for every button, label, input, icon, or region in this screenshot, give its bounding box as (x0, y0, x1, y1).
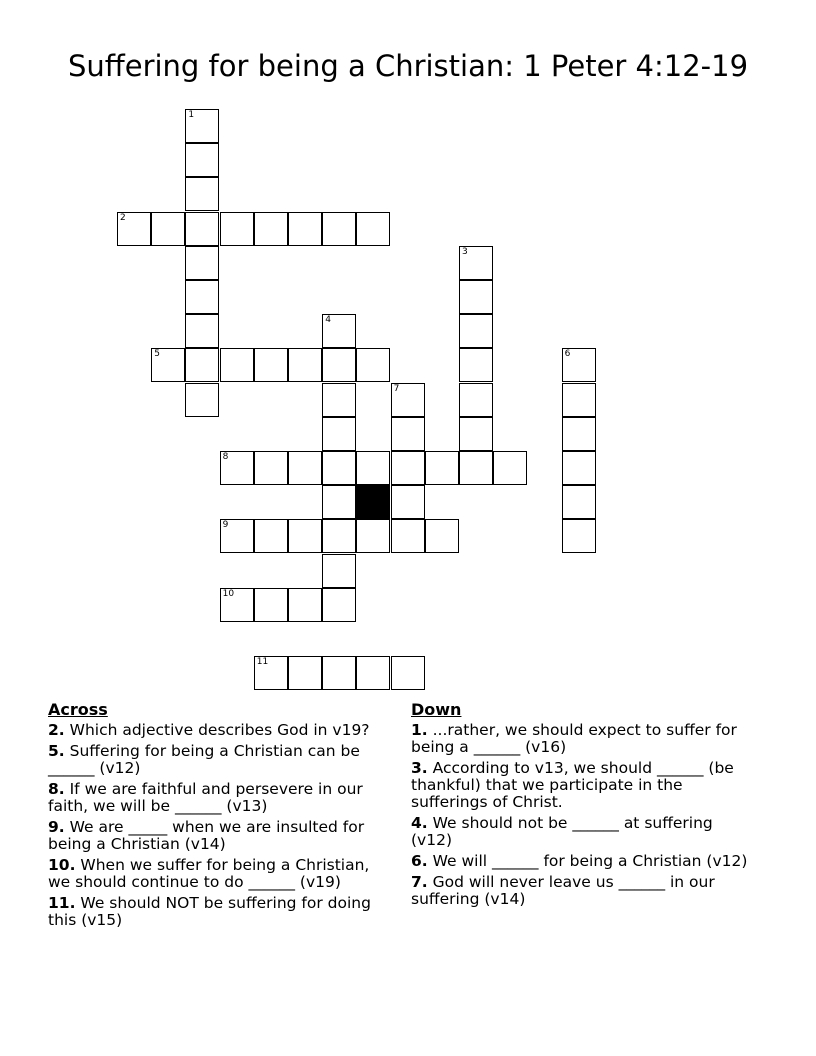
grid-cell[interactable] (391, 656, 425, 690)
clue-number: 3 (462, 246, 468, 257)
clue-item-text: We are _____ when we are insulted for being a Christian (v14) (48, 818, 365, 853)
clue-item-number: 1. (411, 721, 428, 739)
grid-cell[interactable] (425, 451, 459, 485)
clue-number: 9 (222, 520, 229, 531)
grid-cell[interactable] (185, 212, 219, 246)
grid-cell[interactable] (562, 485, 596, 519)
across-heading: Across (48, 700, 108, 719)
grid-cell[interactable] (322, 451, 356, 485)
clue-item-number: 2. (48, 721, 65, 739)
grid-cell[interactable] (288, 588, 322, 622)
clue-item-text: ...rather, we should expect to suffer for being a ______ (v16) (411, 721, 737, 756)
grid-cell[interactable] (288, 348, 322, 382)
grid-cell[interactable] (322, 554, 356, 588)
grid-cell[interactable] (562, 451, 596, 485)
clue-number: 11 (256, 657, 269, 668)
clue-item-number: 11. (48, 894, 76, 912)
grid-cell[interactable] (459, 246, 493, 280)
clue-item-number: 4. (411, 814, 428, 832)
grid-cell[interactable] (425, 519, 459, 553)
grid-cell[interactable] (288, 519, 322, 553)
clue-item-text: Which adjective describes God in v19? (64, 721, 370, 739)
grid-cell[interactable] (185, 177, 219, 211)
grid-cell[interactable] (562, 383, 596, 417)
clue-item (48, 819, 393, 853)
grid-cell[interactable] (356, 451, 390, 485)
grid-cell[interactable] (254, 451, 288, 485)
clue-number: 5 (154, 349, 160, 360)
clue-item-text: We will ______ for being a Christian (v12) (427, 852, 748, 870)
clue-item-text: According to v13, we should ______ (be thankful) that we participate in the sufferings of Christ. (411, 759, 734, 811)
clue-item (48, 743, 393, 777)
grid-cell[interactable] (322, 383, 356, 417)
grid-cell[interactable] (151, 348, 185, 382)
page-title: Suffering for being a Christian: 1 Peter 4:12-19 (67, 49, 749, 83)
grid-cell[interactable] (562, 348, 596, 382)
grid-cell[interactable] (185, 348, 219, 382)
clue-item-number: 5. (48, 742, 65, 760)
grid-cell[interactable] (322, 656, 356, 690)
clue-number: 8 (222, 452, 229, 462)
grid-cell[interactable] (254, 656, 288, 690)
grid-cell[interactable] (391, 519, 425, 553)
grid-cell[interactable] (322, 212, 356, 246)
grid-cell[interactable] (493, 451, 527, 485)
clue-item-text: We should NOT be suffering for doing this (v15) (48, 894, 371, 929)
grid-cell[interactable] (220, 519, 254, 553)
clue-item-text: Suffering for being a Christian can be ______ (v12) (48, 742, 360, 777)
grid-cell[interactable] (322, 417, 356, 451)
clue-item (48, 722, 393, 739)
clue-item-number: 3. (411, 759, 428, 777)
grid-cell[interactable] (391, 417, 425, 451)
clue-item (411, 815, 751, 849)
clue-item (48, 857, 393, 891)
down-heading: Down (411, 700, 462, 719)
grid-cell[interactable] (391, 383, 425, 417)
grid-cell[interactable] (562, 519, 596, 553)
grid-cell[interactable] (356, 212, 390, 246)
grid-cell[interactable] (254, 348, 288, 382)
grid-cell[interactable] (562, 417, 596, 451)
grid-cell[interactable] (459, 383, 493, 417)
grid-cell[interactable] (151, 212, 185, 246)
clue-item-text: God will never leave us ______ in our suffering (v14) (411, 873, 715, 908)
grid-cell[interactable] (254, 212, 288, 246)
grid-cell[interactable] (117, 212, 151, 246)
clue-item (411, 874, 751, 908)
clue-item (411, 722, 751, 756)
grid-cell[interactable] (220, 588, 254, 622)
grid-cell[interactable] (459, 451, 493, 485)
grid-cell[interactable] (185, 280, 219, 314)
grid-cell[interactable] (322, 348, 356, 382)
grid-cell[interactable] (220, 348, 254, 382)
down-clues (411, 700, 751, 912)
grid-cell[interactable] (185, 109, 219, 143)
grid-cell[interactable] (391, 451, 425, 485)
grid-cell[interactable] (459, 314, 493, 348)
clue-number: 10 (222, 588, 235, 599)
grid-cell[interactable] (322, 485, 356, 519)
grid-cell[interactable] (220, 451, 254, 485)
grid-cell[interactable] (322, 314, 356, 348)
clue-item-text: If we are faithful and persevere in our faith, we will be ______ (v13) (48, 780, 363, 815)
grid-cell[interactable] (220, 212, 254, 246)
across-clues (48, 700, 393, 933)
clue-number: 2 (120, 212, 126, 223)
clue-number: 4 (325, 315, 331, 326)
clue-item-number: 6. (411, 852, 428, 870)
grid-cell[interactable] (356, 656, 390, 690)
clue-number: 6 (564, 349, 571, 360)
clue-item-number: 9. (48, 818, 65, 836)
grid-cell[interactable] (288, 451, 322, 485)
grid-cell[interactable] (356, 519, 390, 553)
grid-cell[interactable] (288, 656, 322, 690)
grid-cell[interactable] (288, 212, 322, 246)
clue-number: 7 (393, 383, 400, 394)
grid-cell[interactable] (185, 246, 219, 280)
grid-cell[interactable] (322, 588, 356, 622)
clue-item (48, 895, 393, 929)
clue-item-number: 7. (411, 873, 428, 891)
clue-item (411, 760, 751, 811)
down-clue-list (411, 722, 751, 908)
grid-cell[interactable] (459, 417, 493, 451)
grid-cell[interactable] (254, 588, 288, 622)
clue-item-number: 8. (48, 780, 65, 798)
grid-cell[interactable] (459, 280, 493, 314)
grid-cell[interactable] (459, 348, 493, 382)
clue-item-text: We should not be ______ at suffering (v12) (411, 814, 713, 849)
clue-item (411, 853, 751, 870)
clue-item-number: 10. (48, 856, 76, 874)
clue-number: 1 (188, 110, 195, 120)
clue-item-text: When we suffer for being a Christian, we should continue to do ______ (v19) (48, 856, 370, 891)
grid-cell[interactable] (391, 485, 425, 519)
across-clue-list (48, 722, 393, 929)
grid-cell[interactable] (254, 519, 288, 553)
black-square (356, 485, 390, 519)
grid-cell[interactable] (356, 348, 390, 382)
clue-item (48, 781, 393, 815)
grid-cell[interactable] (185, 143, 219, 177)
grid-cell[interactable] (185, 383, 219, 417)
grid-cell[interactable] (185, 314, 219, 348)
grid-cell[interactable] (322, 519, 356, 553)
